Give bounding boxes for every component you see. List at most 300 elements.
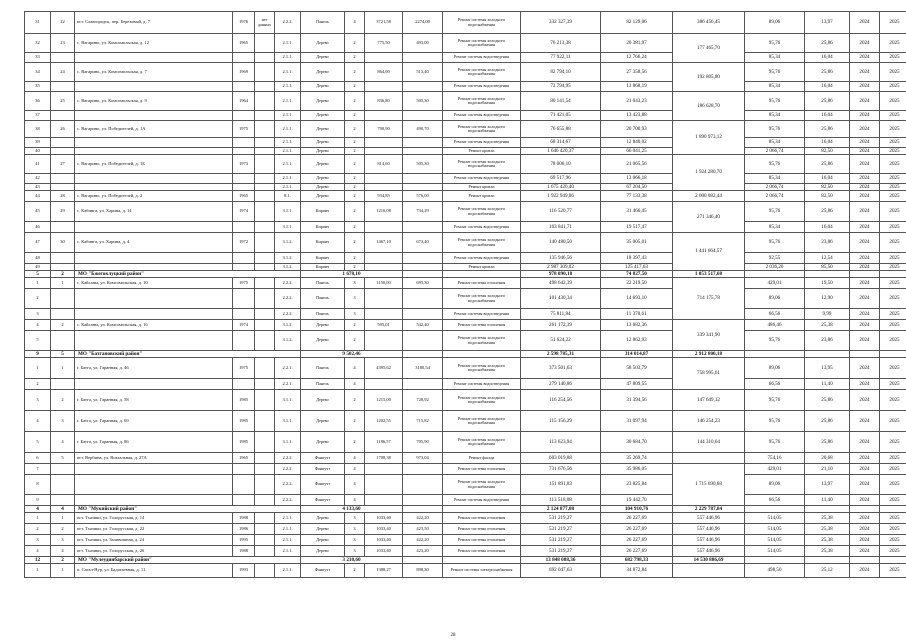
page-number: 28	[450, 633, 456, 638]
total-area-cell: 1150,00	[365, 278, 403, 289]
building-code-cell: 2.1.1.	[275, 564, 301, 578]
building-code-cell: 2.1.1.	[275, 184, 301, 191]
object-note-cell: нет данных	[255, 12, 275, 34]
wall-material-cell: Дерево	[301, 82, 345, 92]
total-area-cell: 1033,40	[365, 546, 403, 557]
year-built-cell: 1985	[233, 390, 255, 411]
building-code-cell: 2.2.2.	[275, 278, 301, 289]
unit-cost-work-cell: 2 066,74	[745, 191, 805, 202]
unit-cost-work-cell: 429,01	[745, 278, 805, 289]
unit-cost-work-cell: 89,06	[745, 12, 805, 34]
cost-total-cell: 2 912 800,18	[673, 351, 745, 358]
total-area-cell: 1708,38	[365, 453, 403, 464]
address-cell	[75, 174, 233, 184]
start-year-cell: 2024	[850, 34, 880, 53]
total-area-cell: 4 133,60	[301, 506, 403, 513]
wall-material-cell: Панель	[301, 309, 345, 320]
unit-cost-work-cell: 89,06	[745, 475, 805, 495]
object-note-cell	[255, 138, 275, 148]
cost-work-cell: 116 254,56	[521, 390, 601, 411]
cost-work-cell: 113 518,08	[521, 495, 601, 506]
unit-cost-work-cell: 95,76	[745, 202, 805, 222]
building-code-cell: 2.1.1.	[275, 138, 301, 148]
row-number-cell: 3	[25, 390, 51, 411]
cost-control-cell: 19 517,47	[601, 222, 673, 233]
wall-material-cell: Кирпич	[301, 264, 345, 271]
year-built-cell: 1975	[233, 121, 255, 138]
floors-cell: 2	[345, 222, 365, 233]
total-area-cell	[365, 331, 403, 351]
end-year-cell: 2025	[880, 148, 906, 155]
total-area-cell: 1202,55	[365, 411, 403, 432]
building-code-cell: 2.2.2.	[275, 495, 301, 506]
year-built-cell: 1975	[233, 278, 255, 289]
start-year-cell: 2024	[850, 174, 880, 184]
living-area-cell	[403, 475, 443, 495]
row-number-cell: 3	[25, 309, 51, 320]
start-year-cell: 2024	[850, 92, 880, 111]
house-count-cell: 4	[51, 506, 75, 513]
work-type-cell: Ремонт системы отопления	[443, 524, 521, 535]
table-row	[25, 513, 906, 524]
floors-cell: 3	[345, 309, 365, 320]
house-number-cell	[51, 309, 75, 320]
year-built-cell: 1964	[233, 92, 255, 111]
cost-total-cell: 339 341,90	[673, 320, 745, 351]
total-area-cell: 1033,40	[365, 535, 403, 546]
cost-work-cell: 75 811,84	[521, 309, 601, 320]
cost-work-cell: 2 598 785,31	[521, 351, 601, 358]
building-code-cell: 3.1.1.	[275, 390, 301, 411]
cost-total-cell: 758 995,61	[673, 358, 745, 390]
end-year-cell: 2025	[880, 92, 906, 111]
house-number-cell: 2	[51, 390, 75, 411]
year-built-cell: 1993	[233, 564, 255, 578]
house-number-cell: 22	[51, 12, 75, 34]
cost-work-cell: 101 430,34	[521, 289, 601, 309]
living-area-cell	[403, 111, 443, 121]
wall-material-cell: Дерево	[301, 174, 345, 184]
table-row	[25, 358, 906, 379]
cost-control-cell: 11 378,61	[601, 309, 673, 320]
work-type-cell: Ремонт системы холодного водоснабжения	[443, 63, 521, 82]
start-year-cell: 2024	[850, 111, 880, 121]
row-number-cell: 1	[25, 358, 51, 379]
house-number-cell	[51, 148, 75, 155]
living-area-cell: 423,50	[403, 524, 443, 535]
address-cell	[75, 111, 233, 121]
unit-cost-control-cell: 82,50	[805, 184, 850, 191]
end-year-cell: 2025	[880, 233, 906, 253]
unit-cost-work-cell: 66,56	[745, 309, 805, 320]
district-subtotal-row	[25, 351, 906, 358]
row-number-cell: 39	[25, 138, 51, 148]
start-year-cell: 2024	[850, 155, 880, 174]
cost-control-cell: 34 872,84	[601, 564, 673, 578]
start-year-cell: 2024	[850, 358, 880, 379]
address-cell: пгт. Славгородск, пер. Березовый, д. 7	[75, 12, 233, 34]
living-area-cell: 422,20	[403, 513, 443, 524]
wall-material-cell: Кирпич	[301, 253, 345, 264]
building-code-cell: 2.2.1.	[275, 379, 301, 390]
total-area-cell: 864,00	[365, 63, 403, 82]
empty-cell	[805, 351, 850, 358]
wall-material-cell: Кирпич	[301, 233, 345, 253]
building-code-cell: 2.2.1.	[275, 358, 301, 379]
empty-cell	[805, 271, 850, 278]
year-built-cell: 1985	[233, 411, 255, 432]
start-year-cell: 2024	[850, 309, 880, 320]
cost-work-cell: 71 421,05	[521, 111, 601, 121]
work-type-cell: Ремонт системы отопления	[443, 546, 521, 557]
house-number-cell	[51, 331, 75, 351]
unit-cost-work-cell: 95,76	[745, 331, 805, 351]
cost-control-cell: 13 423,88	[601, 111, 673, 121]
object-note-cell	[255, 155, 275, 174]
year-built-cell: 1974	[233, 202, 255, 222]
unit-cost-work-cell: 514,05	[745, 546, 805, 557]
year-built-cell: 1965	[233, 453, 255, 464]
year-built-cell	[233, 148, 255, 155]
start-year-cell: 2024	[850, 564, 880, 578]
total-area-cell: 3721,58	[365, 12, 403, 34]
capital-repair-table	[24, 11, 906, 578]
wall-material-cell: Фанпучт	[301, 564, 345, 578]
unit-cost-work-cell: 95,76	[745, 63, 805, 82]
total-area-cell	[365, 464, 403, 475]
row-number-cell: 7	[25, 464, 51, 475]
unit-cost-control-cell: 16,04	[805, 222, 850, 233]
house-number-cell: 1	[51, 564, 75, 578]
address-cell: с. Вагарино, ул. Комсомольская, д. 12	[75, 34, 233, 53]
wall-material-cell: Дерево	[301, 524, 345, 535]
building-code-cell: 2.1.1.	[275, 34, 301, 53]
building-code-cell: 3.1.1.	[275, 411, 301, 432]
living-area-cell	[403, 253, 443, 264]
total-area-cell: 595,01	[365, 320, 403, 331]
floors-cell: 3	[345, 535, 365, 546]
work-type-cell: Ремонт кровли	[443, 264, 521, 271]
living-area-cell: 3180,54	[403, 358, 443, 379]
address-cell: г. Батга, ул. Гаранная, д. 58	[75, 390, 233, 411]
house-number-cell: 4	[51, 432, 75, 453]
start-year-cell: 2024	[850, 432, 880, 453]
cost-total-cell: 2 000 082,44	[673, 191, 745, 202]
start-year-cell: 2024	[850, 331, 880, 351]
table-row	[25, 53, 906, 63]
unit-cost-work-cell: 95,76	[745, 121, 805, 138]
object-note-cell	[255, 564, 275, 578]
unit-cost-work-cell: 429,01	[745, 464, 805, 475]
work-type-cell: Ремонт кровли	[443, 191, 521, 202]
year-built-cell	[233, 82, 255, 92]
living-area-cell: 705,90	[403, 432, 443, 453]
end-year-cell: 2025	[880, 278, 906, 289]
wall-material-cell: Дерево	[301, 92, 345, 111]
table-row	[25, 453, 906, 464]
wall-material-cell: Панель	[301, 379, 345, 390]
object-note-cell	[255, 53, 275, 63]
cost-total-cell: 177 465,70	[673, 34, 745, 63]
unit-cost-control-cell: 85,50	[805, 264, 850, 271]
living-area-cell: 715,82	[403, 411, 443, 432]
row-number-cell: 4	[25, 411, 51, 432]
wall-material-cell: Кирпич	[301, 202, 345, 222]
cost-control-cell: 13 682,36	[601, 320, 673, 331]
address-cell: п. Сагал-Нур, ул. Бадагаевная, д. 11	[75, 564, 233, 578]
unit-cost-work-cell: 514,05	[745, 535, 805, 546]
floors-cell: 3	[345, 524, 365, 535]
year-built-cell: 1976	[233, 12, 255, 34]
cost-control-cell: 47 809,55	[601, 379, 673, 390]
cost-work-cell: 103 841,71	[521, 222, 601, 233]
wall-material-cell: Панель	[301, 289, 345, 309]
unit-cost-control-cell: 25,38	[805, 513, 850, 524]
cost-work-cell: 531 219,27	[521, 524, 601, 535]
work-type-cell: Ремонт системы водоотведения	[443, 253, 521, 264]
start-year-cell: 2024	[850, 138, 880, 148]
wall-material-cell: Панель	[301, 358, 345, 379]
district-name-cell: МО "Мулеудинбарский район"	[75, 557, 301, 564]
house-number-cell	[51, 253, 75, 264]
address-cell: пгт. Тхазики, ул. Голорусская, д. 14	[75, 513, 233, 524]
start-year-cell: 2024	[850, 253, 880, 264]
start-year-cell: 2024	[850, 475, 880, 495]
work-type-cell: Ремонт системы водоотведения	[443, 111, 521, 121]
object-note-cell	[255, 148, 275, 155]
object-note-cell	[255, 253, 275, 264]
start-year-cell: 2024	[850, 233, 880, 253]
address-cell: с. Кайсаны, ул. Комсомольская, д. 16	[75, 320, 233, 331]
table-row	[25, 464, 906, 475]
end-year-cell: 2025	[880, 513, 906, 524]
object-note-cell	[255, 475, 275, 495]
house-number-cell: 4	[51, 546, 75, 557]
cost-control-cell: 125 417,63	[601, 264, 673, 271]
floors-cell: 2	[345, 174, 365, 184]
address-cell	[75, 82, 233, 92]
address-cell: пгт. Вербина, ул. Вокзальная, д. 27А	[75, 453, 233, 464]
cost-work-cell: 76 655,88	[521, 121, 601, 138]
living-area-cell: 423,20	[403, 546, 443, 557]
year-built-cell	[233, 464, 255, 475]
row-number-cell: 2	[25, 379, 51, 390]
address-cell	[75, 138, 233, 148]
table-row	[25, 92, 906, 111]
cost-work-cell: 80 141,54	[521, 92, 601, 111]
unit-cost-work-cell: 2 066,74	[745, 184, 805, 191]
end-year-cell: 2025	[880, 432, 906, 453]
cost-control-cell: 12 840,02	[601, 138, 673, 148]
object-note-cell	[255, 121, 275, 138]
table-row	[25, 320, 906, 331]
row-number-cell: 32	[25, 34, 51, 53]
cost-total-cell: 386 456,45	[673, 12, 745, 34]
total-area-cell	[365, 264, 403, 271]
cost-work-cell: 498 642,39	[521, 278, 601, 289]
floors-cell: 2	[345, 320, 365, 331]
unit-cost-control-cell: 9,99	[805, 309, 850, 320]
unit-cost-work-cell: 92,55	[745, 253, 805, 264]
object-note-cell	[255, 184, 275, 191]
end-year-cell: 2025	[880, 111, 906, 121]
unit-cost-work-cell: 95,76	[745, 432, 805, 453]
cost-total-cell: 557 446,96	[673, 546, 745, 557]
end-year-cell: 2025	[880, 320, 906, 331]
cost-total-cell: 557 446,96	[673, 524, 745, 535]
cost-work-cell: 135 946,56	[521, 253, 601, 264]
address-cell	[75, 495, 233, 506]
living-area-cell: 542,40	[403, 320, 443, 331]
work-type-cell: Ремонт кровли	[443, 184, 521, 191]
work-type-cell: Ремонт системы водоотведения	[443, 379, 521, 390]
year-built-cell	[233, 264, 255, 271]
unit-cost-control-cell: 13,97	[805, 12, 850, 34]
row-number-cell: 34	[25, 63, 51, 82]
cost-control-cell: 13 066,18	[601, 174, 673, 184]
row-number-cell: 38	[25, 121, 51, 138]
address-cell: с. Вагарино, ул. Комсомольская, д. 7	[75, 63, 233, 82]
start-year-cell: 2024	[850, 289, 880, 309]
house-count-cell: 2	[51, 557, 75, 564]
living-area-cell	[403, 264, 443, 271]
cost-work-cell: 76 213,38	[521, 34, 601, 53]
empty-cell	[880, 271, 906, 278]
start-year-cell: 2024	[850, 121, 880, 138]
end-year-cell: 2025	[880, 253, 906, 264]
object-note-cell	[255, 535, 275, 546]
table-row	[25, 264, 906, 271]
wall-material-cell: Дерево	[301, 121, 345, 138]
object-note-cell	[255, 233, 275, 253]
cost-control-cell: 21 065,56	[601, 155, 673, 174]
table-row	[25, 535, 906, 546]
building-code-cell: 2.2.2.	[275, 12, 301, 34]
start-year-cell: 2024	[850, 379, 880, 390]
cost-total-cell	[673, 453, 745, 464]
total-area-cell: 3 210,60	[301, 557, 403, 564]
building-code-cell: 2.1.1.	[275, 535, 301, 546]
unit-cost-control-cell: 12,54	[805, 253, 850, 264]
floors-cell: 2	[345, 53, 365, 63]
unit-cost-control-cell: 25,86	[805, 202, 850, 222]
floors-cell: 4	[345, 12, 365, 34]
living-area-cell: 505,30	[403, 155, 443, 174]
wall-material-cell: Дерево	[301, 331, 345, 351]
house-number-cell: 26	[51, 121, 75, 138]
cost-total-cell: 557 446,96	[673, 513, 745, 524]
start-year-cell: 2024	[850, 63, 880, 82]
empty-cell	[880, 351, 906, 358]
cost-work-cell: 279 140,86	[521, 379, 601, 390]
living-area-cell: 973,04	[403, 453, 443, 464]
end-year-cell: 2025	[880, 289, 906, 309]
table-row	[25, 390, 906, 411]
living-area-cell	[403, 379, 443, 390]
unit-cost-work-cell: 514,05	[745, 513, 805, 524]
cost-total-cell: 271 346,40	[673, 202, 745, 233]
work-type-cell: Ремонт системы отопления	[443, 464, 521, 475]
living-area-cell: 898,30	[403, 564, 443, 578]
end-year-cell: 2025	[880, 535, 906, 546]
living-area-cell	[403, 331, 443, 351]
work-type-cell: Ремонт системы холодного водоснабжения	[443, 358, 521, 379]
row-number-cell: 5	[25, 271, 51, 278]
house-number-cell: 23	[51, 34, 75, 53]
cost-total-cell: 1 441 664,57	[673, 233, 745, 271]
living-area-cell	[403, 82, 443, 92]
table-row	[25, 82, 906, 92]
cost-total-cell: 1 715 690,68	[673, 464, 745, 506]
building-code-cell: 3.1.2.	[275, 264, 301, 271]
end-year-cell: 2025	[880, 63, 906, 82]
total-area-cell	[365, 82, 403, 92]
table-row	[25, 411, 906, 432]
address-cell	[75, 289, 233, 309]
work-type-cell: Ремонт системы электроснабжения	[443, 564, 521, 578]
unit-cost-work-cell: 85,34	[745, 111, 805, 121]
year-built-cell: 1974	[233, 320, 255, 331]
object-note-cell	[255, 92, 275, 111]
unit-cost-work-cell: 498,50	[745, 564, 805, 578]
table-row	[25, 546, 906, 557]
start-year-cell: 2024	[850, 464, 880, 475]
address-cell: пгт. Тхазики, ул. Голорусская, д. 26	[75, 546, 233, 557]
work-type-cell: Ремонт фасада	[443, 453, 521, 464]
object-note-cell	[255, 464, 275, 475]
empty-cell	[850, 351, 880, 358]
row-number-cell: 4	[25, 506, 51, 513]
cost-control-cell: 14 693,10	[601, 289, 673, 309]
floors-cell: 2	[345, 264, 365, 271]
living-area-cell: 493,00	[403, 34, 443, 53]
start-year-cell: 2024	[850, 320, 880, 331]
empty-cell	[850, 506, 880, 513]
floors-cell: 2	[345, 148, 365, 155]
row-number-cell: 1	[25, 278, 51, 289]
wall-material-cell: Дерево	[301, 320, 345, 331]
house-number-cell	[51, 138, 75, 148]
cost-work-cell: 731 676,56	[521, 464, 601, 475]
floors-cell: 2	[345, 82, 365, 92]
end-year-cell: 2025	[880, 202, 906, 222]
total-area-cell	[365, 253, 403, 264]
year-built-cell: 1985	[233, 432, 255, 453]
building-code-cell: 2.1.1.	[275, 174, 301, 184]
unit-cost-work-cell: 754,16	[745, 453, 805, 464]
work-type-cell: Ремонт системы холодного водоснабжения	[443, 92, 521, 111]
total-area-cell: 1216,08	[365, 202, 403, 222]
floors-cell: 2	[345, 331, 365, 351]
unit-cost-work-cell: 66,56	[745, 379, 805, 390]
row-number-cell: 9	[25, 495, 51, 506]
living-area-cell	[403, 138, 443, 148]
unit-cost-control-cell: 25,86	[805, 432, 850, 453]
year-built-cell	[233, 53, 255, 63]
unit-cost-control-cell: 25,86	[805, 63, 850, 82]
floors-cell: 2	[345, 564, 365, 578]
cost-work-cell: 13 848 088,36	[521, 557, 601, 564]
house-number-cell	[51, 111, 75, 121]
floors-cell: 2	[345, 63, 365, 82]
cost-work-cell: 115 156,29	[521, 411, 601, 432]
cost-work-cell: 68 314,67	[521, 138, 601, 148]
wall-material-cell: Дерево	[301, 535, 345, 546]
floors-cell: 4	[345, 464, 365, 475]
total-area-cell	[365, 379, 403, 390]
row-number-cell: 41	[25, 155, 51, 174]
year-built-cell	[233, 331, 255, 351]
